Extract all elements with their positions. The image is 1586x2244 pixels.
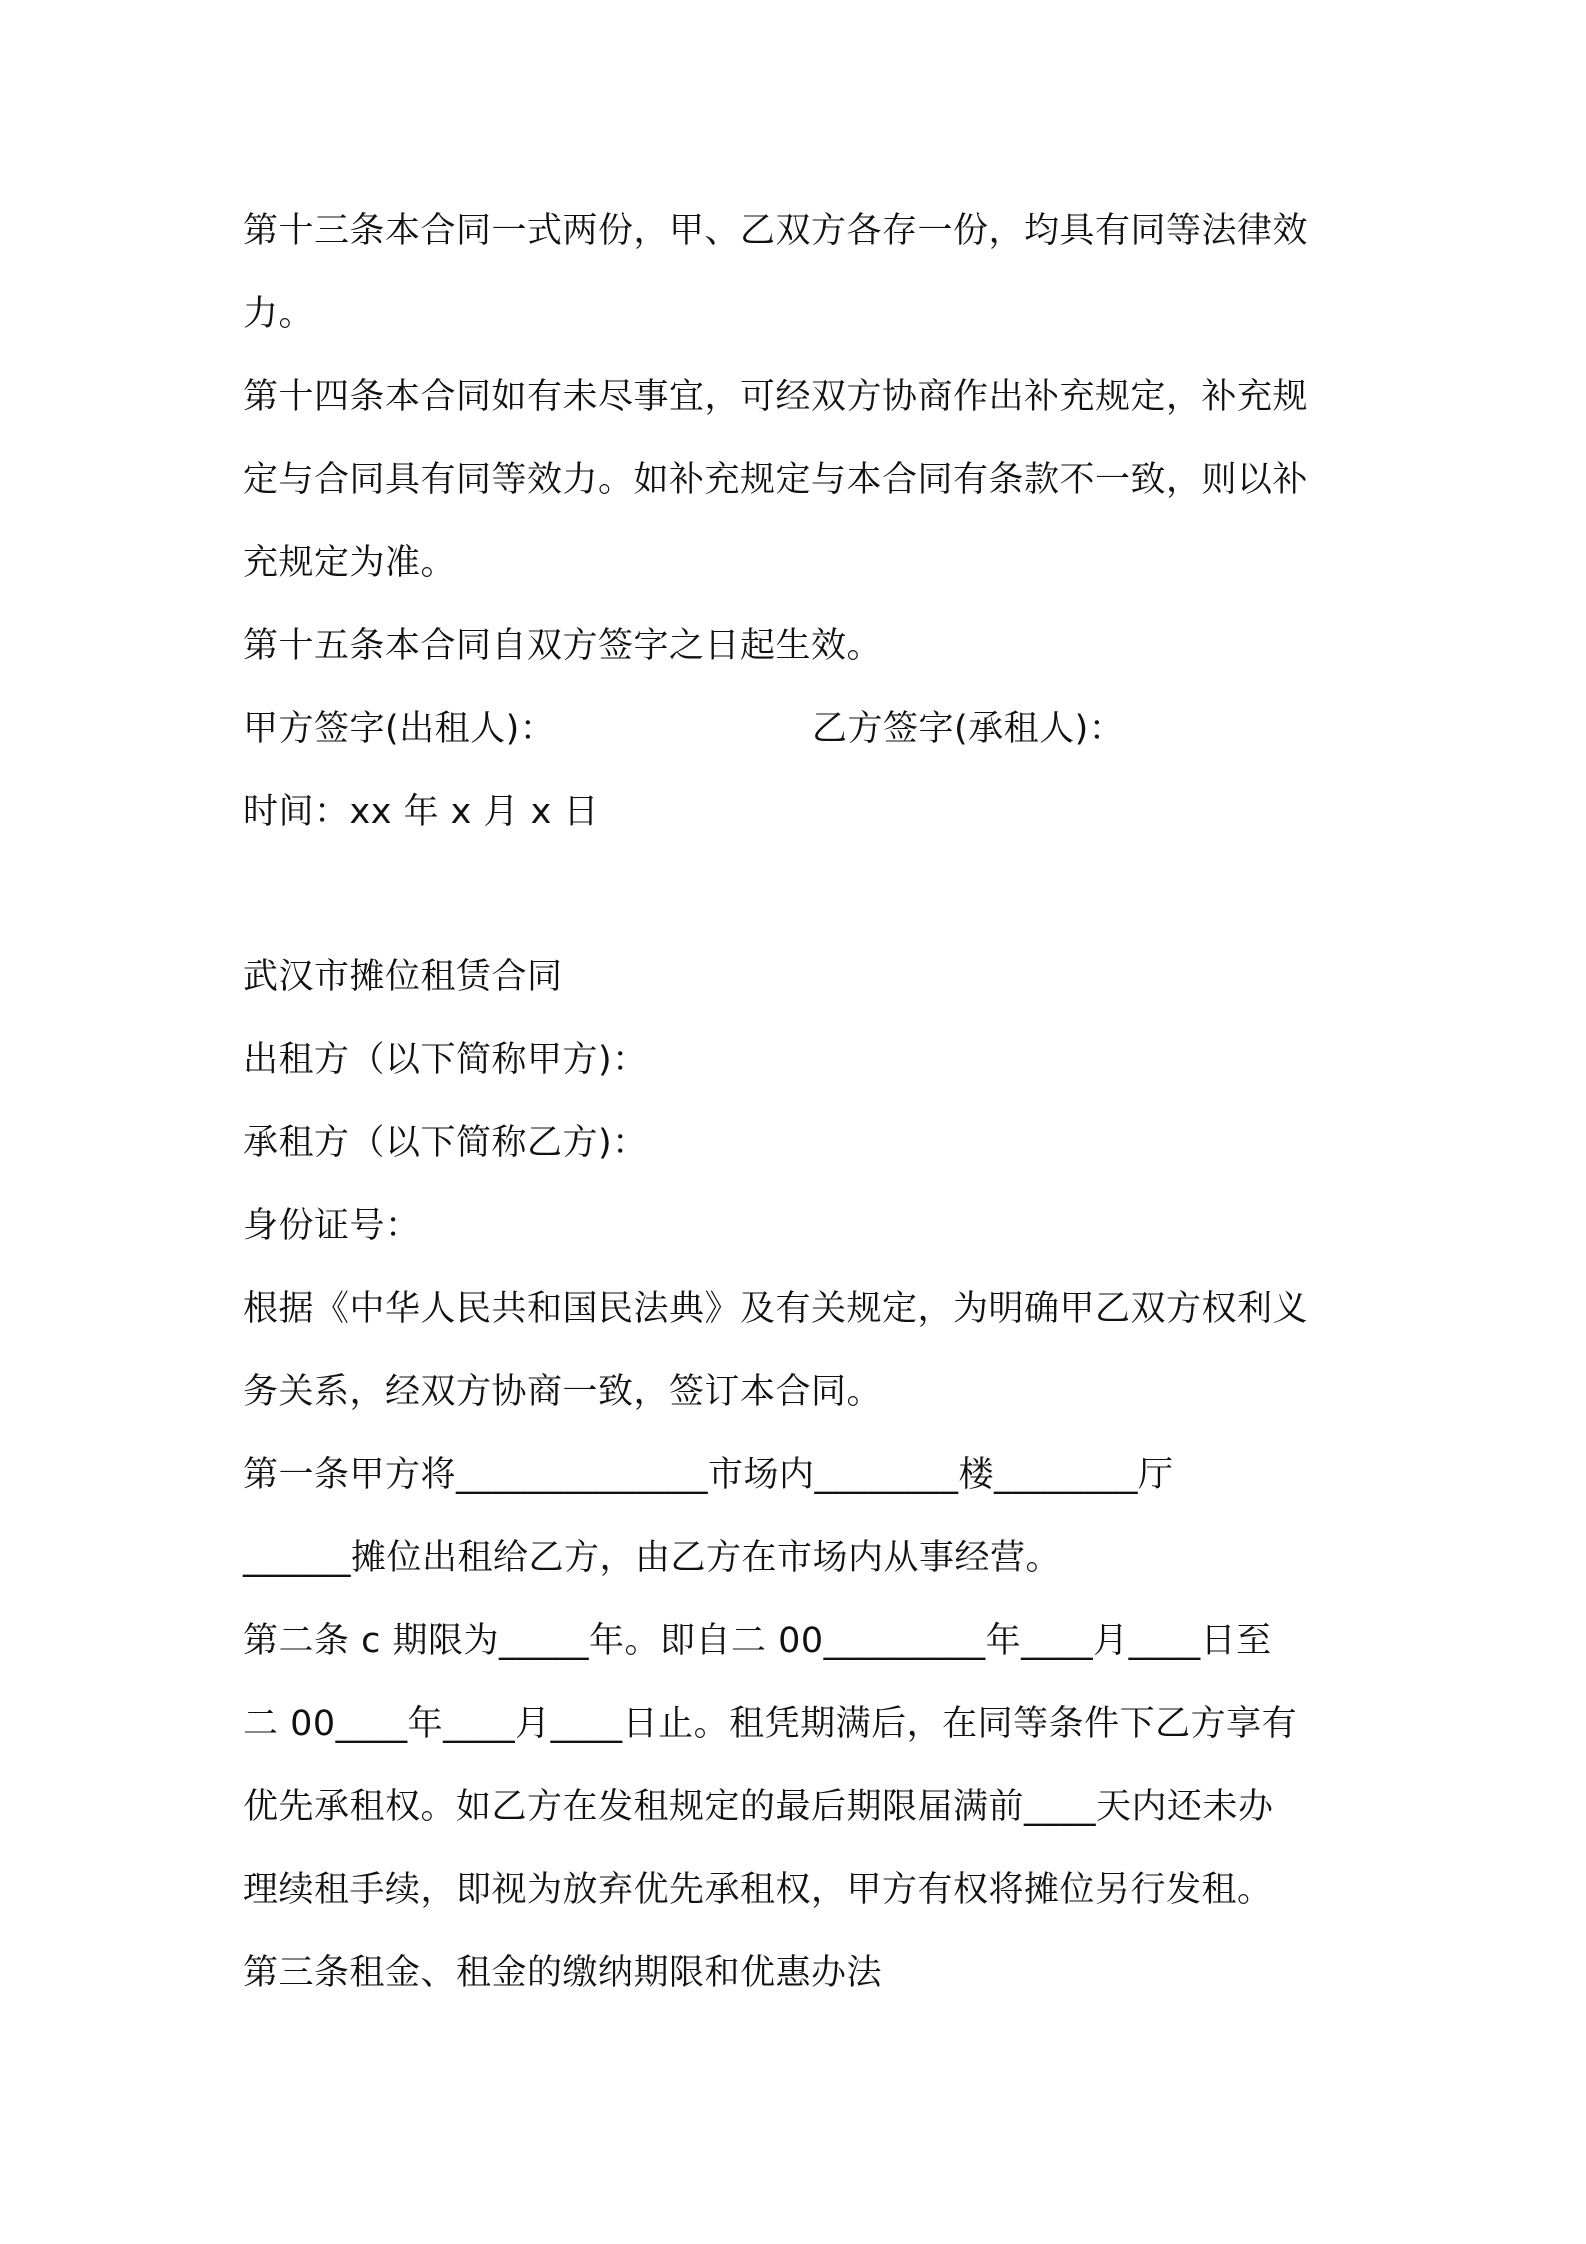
- clause-13-line-2: 力。: [243, 294, 315, 334]
- signature-party-a: 甲方签字(出租人)：: [243, 709, 556, 749]
- clause-1-line-2: ______摊位出租给乙方，由乙方在市场内从事经营。: [243, 1538, 1062, 1578]
- clause-2-line-4: 理续租手续，即视为放弃优先承租权，甲方有权将摊位另行发租。: [243, 1870, 1273, 1910]
- preamble-line-1: 根据《中华人民共和国民法典》及有关规定，为明确甲乙双方权利义: [243, 1289, 1309, 1329]
- clause-14-line-2: 定与合同具有同等效力。如补充规定与本合同有条款不一致，则以补: [243, 460, 1309, 500]
- clause-14-line-3: 充规定为准。: [243, 543, 457, 583]
- preamble-line-2: 务关系，经双方协商一致，签订本合同。: [243, 1372, 883, 1412]
- clause-1-line-1: 第一条甲方将______________市场内________楼________厅: [243, 1455, 1174, 1495]
- clause-3-heading: 第三条租金、租金的缴纳期限和优惠办法: [243, 1953, 883, 1993]
- clause-2-line-3: 优先承租权。如乙方在发租规定的最后期限届满前____天内还未办: [243, 1787, 1274, 1827]
- lessor-field: 出租方（以下简称甲方)：: [243, 1040, 648, 1080]
- signature-party-b: 乙方签字(承租人)：: [812, 709, 1125, 749]
- contract-title: 武汉市摊位租赁合同: [243, 957, 563, 997]
- id-number-field: 身份证号：: [243, 1206, 421, 1246]
- clause-14-line-1: 第十四条本合同如有未尽事宜，可经双方协商作出补充规定，补充规: [243, 377, 1309, 417]
- clause-15: 第十五条本合同自双方签字之日起生效。: [243, 626, 883, 666]
- clause-2-line-1: 第二条 c 期限为_____年。即自二 00_________年____月____日至: [243, 1621, 1272, 1661]
- clause-2-line-2: 二 00____年____月____日止。租凭期满后，在同等条件下乙方享有: [243, 1704, 1298, 1744]
- lessee-field: 承租方（以下简称乙方)：: [243, 1123, 648, 1163]
- clause-13-line-1: 第十三条本合同一式两份，甲、乙双方各存一份，均具有同等法律效: [243, 211, 1309, 251]
- signature-date: 时间：xx 年 x 月 x 日: [243, 792, 599, 832]
